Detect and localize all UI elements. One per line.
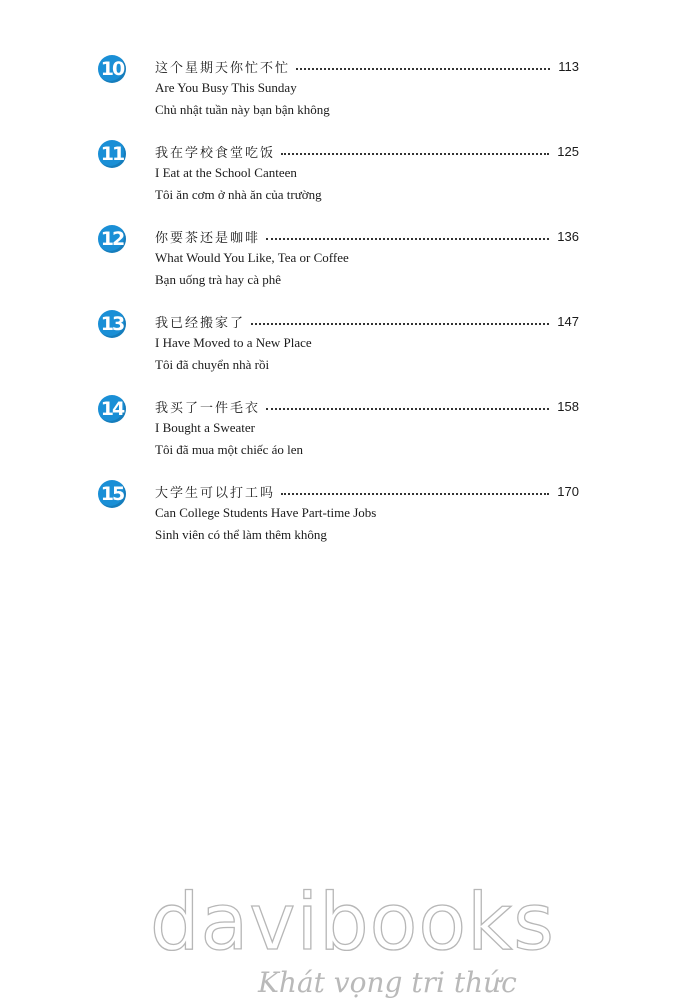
page-number: 170	[557, 483, 579, 499]
dot-leader	[266, 408, 549, 410]
page-number: 113	[558, 58, 579, 74]
dot-leader	[266, 238, 549, 240]
toc-entry-11[interactable]	[0, 143, 700, 227]
lesson-title-english: I Bought a Sweater	[155, 420, 256, 435]
dot-leader	[296, 68, 550, 70]
lesson-title-chinese: 我在学校食堂吃饭	[155, 145, 276, 161]
toc-entry-14[interactable]	[0, 398, 700, 482]
toc-entry-12[interactable]	[0, 228, 700, 312]
lesson-title-vietnamese: Bạn uống trà hay cà phê	[155, 272, 281, 287]
lesson-title-english: I Eat at the School Canteen	[155, 165, 297, 180]
lesson-title-chinese: 你要茶还是咖啡	[155, 230, 261, 246]
dot-leader	[281, 153, 549, 155]
lesson-title-vietnamese: Chủ nhật tuần này bạn bận không	[155, 102, 330, 117]
lesson-number-badge: 15	[98, 480, 126, 508]
lesson-number-badge: 12	[98, 225, 126, 253]
watermark-logo: davibooks	[150, 878, 555, 968]
dot-leader	[281, 493, 549, 495]
lesson-title-english: I Have Moved to a New Place	[155, 335, 312, 350]
lesson-title-english: What Would You Like, Tea or Coffee	[155, 250, 349, 265]
lesson-number-badge: 14	[98, 395, 126, 423]
lesson-title-chinese: 我已经搬家了	[155, 315, 246, 331]
lesson-title-english: Can College Students Have Part-time Jobs	[155, 505, 377, 520]
lesson-title-chinese: 大学生可以打工吗	[155, 485, 276, 501]
page-number: 136	[557, 228, 579, 244]
lesson-title-vietnamese: Tôi đã mua một chiếc áo len	[155, 442, 304, 457]
lesson-number-badge: 10	[98, 55, 126, 83]
dot-leader	[251, 323, 549, 325]
page-number: 147	[557, 313, 579, 329]
toc-entry-13[interactable]	[0, 313, 700, 397]
lesson-title-chinese: 这个星期天你忙不忙	[155, 60, 291, 76]
watermark-tagline: Khát vọng tri thức	[258, 966, 517, 999]
lesson-title-vietnamese: Tôi ăn cơm ở nhà ăn của trường	[155, 187, 322, 202]
toc-entry-15[interactable]	[0, 483, 700, 567]
lesson-title-vietnamese: Sinh viên có thể làm thêm không	[155, 527, 327, 542]
page-number: 125	[557, 143, 579, 159]
lesson-number-badge: 11	[98, 140, 126, 168]
lesson-title-chinese: 我买了一件毛衣	[155, 400, 261, 416]
lesson-title-english: Are You Busy This Sunday	[155, 80, 297, 95]
toc-entry-10[interactable]	[0, 58, 700, 142]
lesson-title-vietnamese: Tôi đã chuyển nhà rồi	[155, 357, 270, 372]
page-number: 158	[557, 398, 579, 414]
lesson-number-badge: 13	[98, 310, 126, 338]
